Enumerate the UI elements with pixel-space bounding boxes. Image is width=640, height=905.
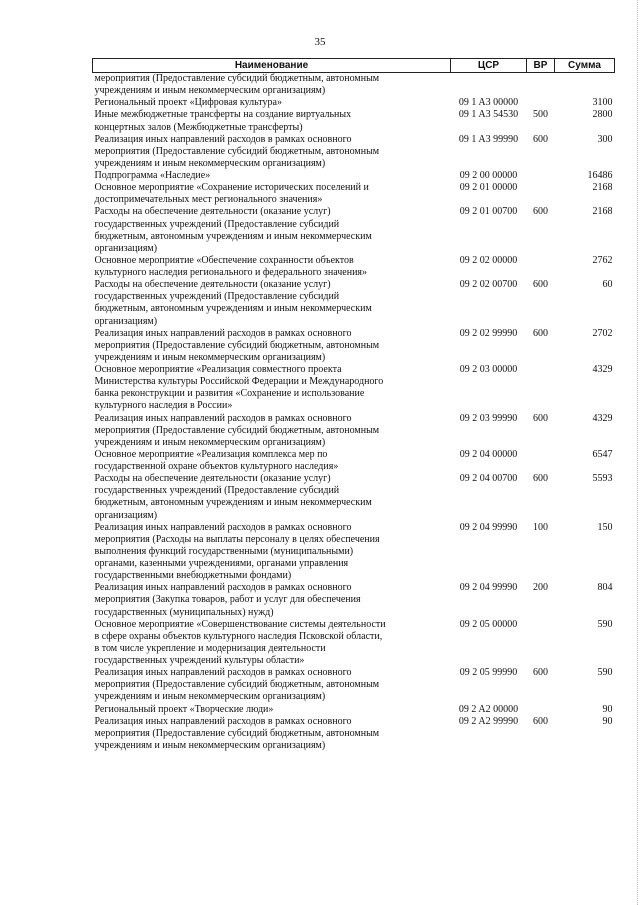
row-name: [93, 109, 451, 133]
row-name-line: Иные межбюджетные трансферты на создание виртуальных: [94, 109, 352, 121]
row-vr: [527, 449, 555, 473]
row-name: [93, 182, 451, 206]
row-name: [93, 134, 451, 170]
row-vr: [527, 182, 555, 206]
row-name-line: Основное мероприятие «Реализация комплекса мер по: [94, 448, 328, 460]
row-vr: 600: [533, 133, 548, 145]
row-name-line: мероприятия (Предоставление субсидий бюджетным, автономным: [94, 145, 380, 157]
row-name-line: в сфере охраны объектов культурного наследия Псковской области,: [94, 630, 383, 642]
row-name-line: государственных учреждений (Предоставление субсидий: [94, 485, 340, 497]
row-name-line: культурного наследия в России»: [94, 400, 233, 412]
row-sum: 16486: [587, 170, 613, 181]
row-code: [451, 73, 527, 98]
budget-table: [92, 58, 615, 752]
header-name: Наименование: [93, 59, 451, 73]
row-vr: 500: [533, 109, 548, 121]
table-row: [93, 522, 615, 583]
table-row: [93, 182, 615, 206]
header-code: ЦСР: [451, 59, 527, 73]
header-vr: ВР: [527, 59, 555, 73]
table-row: [93, 473, 615, 522]
row-vr: 600: [533, 667, 548, 679]
row-name-line: организациям): [94, 509, 158, 521]
row-name: [93, 206, 451, 255]
table-header-row: [93, 59, 615, 73]
row-name-line: Реализация иных направлений расходов в рамках основного: [94, 715, 352, 727]
row-code: 09 1 A3 54530: [458, 109, 519, 121]
row-code: 09 2 05 00000: [459, 618, 518, 630]
row-sum: 2762: [592, 254, 613, 266]
row-name-line: государственных учреждений (Предоставление субсидий: [94, 291, 340, 303]
row-name-line: Министерства культуры Российской Федерации и Международного: [94, 376, 384, 388]
row-sum: 6547: [592, 448, 613, 460]
row-name-line: мероприятия (Предоставление субсидий бюджетным, автономным: [94, 73, 380, 84]
row-name-line: организациям): [94, 315, 158, 327]
row-name-line: Расходы на обеспечение деятельности (оказание услуг): [94, 279, 331, 291]
row-name-line: бюджетным, автономным учреждениям и иным некоммерческим: [94, 303, 372, 315]
row-name-line: Реализация иных направлений расходов в рамках основного: [94, 667, 352, 679]
row-name-line: Основное мероприятие «Реализация совместного проекта: [94, 364, 342, 375]
table-row: [93, 716, 615, 752]
row-name-line: Реализация иных направлений расходов в рамках основного: [94, 133, 352, 145]
row-name: [93, 255, 451, 279]
row-name-line: Региональный проект «Цифровая культура»: [94, 97, 282, 109]
row-name-line: мероприятия (Предоставление субсидий бюджетным, автономным: [94, 679, 380, 691]
row-name-line: Реализация иных направлений расходов в рамках основного: [94, 327, 352, 339]
scan-edge: [636, 0, 638, 905]
row-sum: 300: [597, 133, 613, 145]
row-name-line: Реализация иных направлений расходов в рамках основного: [94, 521, 352, 533]
row-name-line: Основное мероприятие «Сохранение исторических поселений и: [94, 182, 369, 194]
table-row: [93, 97, 615, 109]
row-code: 09 1 A3 00000: [458, 97, 519, 109]
row-name-line: учреждениям и иным некоммерческим организациям): [94, 85, 326, 97]
row-vr: [527, 704, 555, 716]
row-code: 09 2 04 99990: [459, 582, 518, 594]
row-name-line: Расходы на обеспечение деятельности (оказание услуг): [94, 206, 331, 218]
row-sum: 2168: [592, 206, 613, 218]
row-name-line: Реализация иных направлений расходов в рамках основного: [94, 582, 352, 594]
row-name-line: мероприятия (Предоставление субсидий бюджетным, автономным: [94, 424, 380, 436]
table-body: [93, 73, 615, 753]
row-code: 09 2 00 00000: [459, 170, 518, 181]
table-row: [93, 73, 615, 98]
page-number: 35: [314, 36, 326, 48]
table-row: [93, 667, 615, 703]
row-name-line: государственных учреждений (Предоставление субсидий: [94, 218, 340, 230]
row-name-line: достопримечательных мест регионального значения»: [94, 194, 323, 206]
row-sum: 3100: [592, 97, 613, 109]
row-sum: 90: [602, 703, 613, 715]
row-code: 09 2 04 00000: [459, 448, 518, 460]
row-sum: [555, 73, 615, 98]
table-row: [93, 619, 615, 668]
table-row: [93, 255, 615, 279]
row-vr: 100: [533, 521, 548, 533]
row-name-line: учреждениям и иным некоммерческим организациям): [94, 691, 326, 703]
row-name: [93, 619, 451, 668]
table-row: [93, 134, 615, 170]
row-sum: 2702: [592, 327, 613, 339]
header-sum: Сумма: [555, 59, 615, 73]
row-name: [93, 413, 451, 449]
row-name-line: учреждениям и иным некоммерческим организациям): [94, 351, 326, 363]
row-name: [93, 716, 451, 752]
row-name: [93, 704, 451, 716]
row-name-line: государственных (муниципальных) нужд): [94, 606, 274, 618]
row-name: [93, 97, 451, 109]
row-vr: [527, 73, 555, 98]
row-vr: 600: [533, 473, 548, 485]
table-row: [93, 364, 615, 413]
row-code: 09 2 04 00700: [459, 473, 518, 485]
row-vr: [527, 170, 555, 182]
row-name-line: учреждениям и иным некоммерческим организациям): [94, 157, 326, 169]
row-code: 09 2 03 00000: [459, 364, 518, 375]
row-name-line: бюджетным, автономным учреждениям и иным некоммерческим: [94, 497, 372, 509]
row-name-line: организациям): [94, 242, 158, 254]
row-name-line: государственных учреждений культуры области»: [94, 655, 305, 666]
table-row: [93, 109, 615, 133]
row-name-line: выполнения функций государственными (муниципальными): [94, 545, 354, 557]
row-name: [93, 364, 451, 413]
row-sum: 590: [597, 618, 613, 630]
row-name-line: мероприятия (Предоставление субсидий бюджетным, автономным: [94, 727, 380, 739]
row-vr: 600: [533, 715, 548, 727]
row-vr: [527, 97, 555, 109]
row-sum: 60: [602, 279, 613, 291]
table-row: [93, 413, 615, 449]
row-code: 09 2 01 00700: [459, 206, 518, 218]
row-sum: 5593: [592, 473, 613, 485]
row-name-line: Региональный проект «Творческие люди»: [94, 703, 274, 715]
row-vr: 600: [533, 279, 548, 291]
row-vr: 200: [533, 582, 548, 594]
row-code: 09 2 A2 99990: [458, 715, 519, 727]
row-name: [93, 522, 451, 583]
row-name-line: мероприятия (Расходы на выплаты персоналу в целях обеспечения: [94, 533, 380, 545]
row-name-line: государственными внебюджетными фондами): [94, 570, 292, 582]
row-vr: 600: [533, 327, 548, 339]
row-code: 09 2 02 00700: [459, 279, 518, 291]
row-name-line: государственной охране объектов культурного наследия»: [94, 461, 339, 472]
row-name: [93, 667, 451, 703]
row-code: 09 1 A3 99990: [458, 133, 519, 145]
row-sum: 804: [597, 582, 613, 594]
row-vr: [527, 364, 555, 413]
row-name-line: Основное мероприятие «Совершенствование системы деятельности: [94, 618, 386, 630]
row-name-line: Расходы на обеспечение деятельности (оказание услуг): [94, 473, 331, 485]
row-code: 09 2 01 00000: [459, 182, 518, 194]
row-vr: [527, 619, 555, 668]
row-sum: 2800: [592, 109, 613, 121]
row-code: 09 2 03 99990: [459, 412, 518, 424]
row-vr: 600: [533, 206, 548, 218]
row-name: [93, 473, 451, 522]
row-name-line: концертных залов (Межбюджетные трансферты): [94, 121, 303, 133]
table-row: [93, 328, 615, 364]
row-sum: 4329: [592, 364, 613, 375]
row-code: 09 2 04 99990: [459, 521, 518, 533]
row-vr: 600: [533, 412, 548, 424]
table-row: [93, 170, 615, 182]
row-code: 09 2 02 00000: [459, 254, 518, 266]
row-name: [93, 73, 451, 98]
row-name-line: в том числе укрепление и модернизация деятельности: [94, 642, 326, 654]
row-name: [93, 170, 451, 182]
row-sum: 2168: [592, 182, 613, 194]
table-row: [93, 206, 615, 255]
row-name-line: Основное мероприятие «Обеспечение сохранности объектов: [94, 254, 354, 266]
table-row: [93, 582, 615, 618]
row-sum: 150: [597, 521, 613, 533]
row-name-line: мероприятия (Предоставление субсидий бюджетным, автономным: [94, 339, 380, 351]
table-row: [93, 449, 615, 473]
row-name-line: культурного наследия регионального и федерального значения»: [94, 267, 368, 278]
row-sum: 4329: [592, 412, 613, 424]
row-sum: 590: [597, 667, 613, 679]
row-name-line: учреждениям и иным некоммерческим организациям): [94, 739, 326, 751]
table-row: [93, 279, 615, 328]
row-name-line: органами, казенными учреждениями, органами управления: [94, 558, 349, 569]
row-code: 09 2 A2 00000: [458, 703, 519, 715]
row-name: [93, 582, 451, 618]
row-name-line: мероприятия (Закупка товаров, работ и услуг для обеспечения: [94, 594, 361, 606]
row-code: 09 2 02 99990: [459, 327, 518, 339]
row-code: 09 2 05 99990: [459, 667, 518, 679]
row-name-line: банка реконструкции и развития «Сохранение и использование: [94, 388, 365, 400]
row-name-line: Подпрограмма «Наследие»: [94, 170, 211, 181]
row-name: [93, 279, 451, 328]
row-vr: [527, 255, 555, 279]
row-name-line: Реализация иных направлений расходов в рамках основного: [94, 412, 352, 424]
row-name-line: бюджетным, автономным учреждениям и иным некоммерческим: [94, 230, 372, 242]
row-name: [93, 328, 451, 364]
row-name-line: учреждениям и иным некоммерческим организациям): [94, 436, 326, 448]
row-sum: 90: [602, 715, 613, 727]
row-name: [93, 449, 451, 473]
table-row: [93, 704, 615, 716]
